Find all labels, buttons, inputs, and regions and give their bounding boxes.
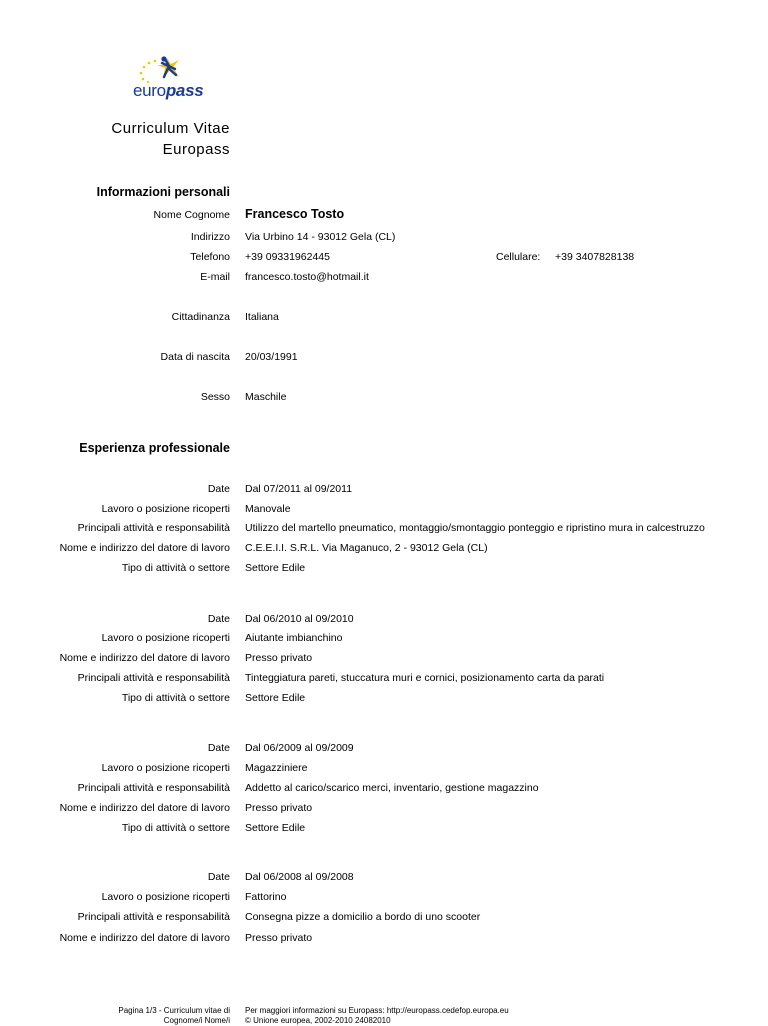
job-row-label: Principali attività e responsabilità: [77, 522, 230, 534]
job-row-label: Date: [207, 742, 230, 754]
job-row-label: Nome e indirizzo del datore di lavoro: [59, 932, 230, 944]
email-label: E-mail: [200, 271, 230, 283]
job-row-value: Settore Edile: [245, 562, 306, 574]
job-row-value: Presso privato: [245, 652, 313, 664]
citizenship-label: Cittadinanza: [171, 311, 230, 323]
job-row-value: Presso privato: [245, 802, 313, 814]
job-row-value: Magazziniere: [245, 762, 308, 774]
job-row-value: Dal 07/2011 al 09/2011: [245, 483, 353, 495]
job-row-label: Tipo di attività o settore: [121, 562, 230, 574]
job-row-value: Fattorino: [245, 891, 287, 903]
email-value: francesco.tosto@hotmail.it: [245, 271, 369, 283]
europass-logo: [133, 55, 233, 105]
footer-page-line1: Pagina 1/3 - Curriculum vitae di: [118, 1006, 230, 1015]
sex-label: Sesso: [200, 391, 230, 403]
job-row-label: Lavoro o posizione ricoperti: [101, 503, 230, 515]
name-label: Nome Cognome: [153, 209, 230, 221]
job-row-label: Lavoro o posizione ricoperti: [101, 762, 230, 774]
name-value: Francesco Tosto: [245, 207, 345, 221]
section-personal-info: Informazioni personali: [96, 185, 230, 199]
birth-value: 20/03/1991: [245, 351, 298, 363]
job-row-label: Principali attività e responsabilità: [77, 782, 230, 794]
birth-label: Data di nascita: [160, 351, 230, 363]
job-row-value: Aiutante imbianchino: [245, 632, 343, 644]
footer-info-line1: Per maggiori informazioni su Europass: http://europass.cedefop.europa.eu: [245, 1006, 509, 1015]
job-row-value: C.E.E.I.I. S.R.L. Via Maganuco, 2 - 93012 Gela (CL): [245, 542, 488, 554]
job-row-label: Lavoro o posizione ricoperti: [101, 632, 230, 644]
job-row-value: Settore Edile: [245, 692, 306, 704]
job-row-value: Dal 06/2009 al 09/2009: [245, 742, 354, 754]
job-row-label: Date: [207, 613, 230, 625]
job-row-label: Nome e indirizzo del datore di lavoro: [59, 802, 230, 814]
citizenship-value: Italiana: [245, 311, 279, 323]
job-row-value: Presso privato: [245, 932, 313, 944]
footer-page-info: [118, 1006, 230, 1026]
job-row-value: Settore Edile: [245, 822, 306, 834]
job-row-value: Dal 06/2008 al 09/2008: [245, 871, 354, 883]
job-row-label: Tipo di attività o settore: [121, 692, 230, 704]
phone-label: Telefono: [190, 251, 230, 263]
cv-title-line2: Europass: [162, 141, 230, 158]
job-row-label: Tipo di attività o settore: [121, 822, 230, 834]
job-row-label: Nome e indirizzo del datore di lavoro: [59, 542, 230, 554]
cv-title-line1: Curriculum Vitae: [111, 120, 230, 137]
mobile-value: +39 3407828138: [555, 251, 635, 263]
job-row-value: Manovale: [245, 503, 291, 515]
job-row-value: Addetto al carico/scarico merci, inventario, gestione magazzino: [245, 782, 539, 794]
job-row-label: Principali attività e responsabilità: [77, 672, 230, 684]
job-row-label: Date: [207, 483, 230, 495]
job-row-value: Dal 06/2010 al 09/2010: [245, 613, 354, 625]
address-label: Indirizzo: [190, 231, 230, 243]
job-row-value: Utilizzo del martello pneumatico, montaggio/smontaggio ponteggio e ripristino mura in calcestruzzo: [245, 522, 705, 534]
mobile-label: Cellulare:: [496, 251, 541, 263]
footer-page-line2: Cognome/i Nome/i: [163, 1016, 230, 1025]
job-row-label: Nome e indirizzo del datore di lavoro: [59, 652, 230, 664]
phone-value: +39 09331962445: [245, 251, 330, 263]
address-value: Via Urbino 14 - 93012 Gela (CL): [245, 231, 396, 243]
logo-wordmark: europass: [133, 81, 204, 100]
job-row-value: Tinteggiatura pareti, stuccatura muri e cornici, posizionamento carta da parati: [245, 672, 605, 684]
footer-info-line2: © Unione europea, 2002-2010 24082010: [245, 1016, 391, 1025]
footer-info: [245, 1006, 509, 1026]
job-row-label: Lavoro o posizione ricoperti: [101, 891, 230, 903]
section-experience: Esperienza professionale: [79, 441, 230, 455]
sex-value: Maschile: [245, 391, 287, 403]
job-row-label: Principali attività e responsabilità: [77, 911, 230, 923]
job-row-value: Consegna pizze a domicilio a bordo di uno scooter: [245, 911, 481, 923]
job-row-label: Date: [207, 871, 230, 883]
cv-title: [111, 118, 230, 160]
